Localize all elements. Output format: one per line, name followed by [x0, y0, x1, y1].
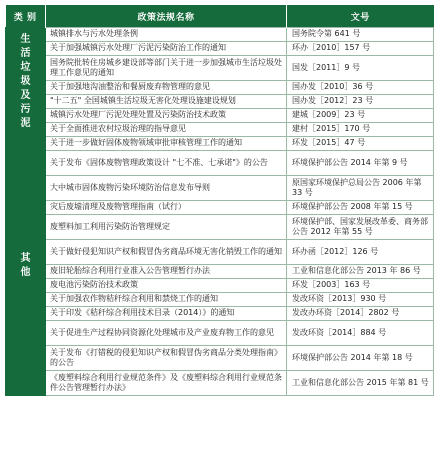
policy-name: 关于促进生产过程协同资源化处理城市及产业废弃物工作的意见: [46, 321, 287, 346]
policy-name: 国务院批转住房城乡建设部等部门关于进一步加强城市生活垃圾处理工作意见的通知: [46, 56, 287, 81]
table-row: [6, 151, 434, 176]
policy-name: 废电池污染防治技术政策: [46, 279, 287, 293]
doc-number: 发改环资［2014］884 号: [287, 321, 434, 346]
policy-name: 关于全面推进农村垃圾治理的指导意见: [46, 123, 287, 137]
policy-name: 关于加强城镇污水处理厂污泥污染防治工作的通知: [46, 42, 287, 56]
policy-name: 关于发布《打错税的侵犯知识产权和假冒伪劣商品分类处理指南》的公告: [46, 346, 287, 371]
doc-number: 国办发［2010］36 号: [287, 81, 434, 95]
doc-number: 环发［2003］163 号: [287, 279, 434, 293]
table-row: [6, 109, 434, 123]
table-row: [6, 240, 434, 265]
table-row: [6, 137, 434, 151]
category-cell-other: [6, 137, 46, 396]
policy-name: 《废塑料综合利用行业规范条件》及《废塑料综合利用行业规范条件公告管理暂行办法》: [46, 371, 287, 396]
policy-name: 城镇污水处理厂污泥处理处置及污染防治技术政策: [46, 109, 287, 123]
doc-number: 工业和信息化部公告 2015 年第 81 号: [287, 371, 434, 396]
doc-number: 环办［2010］157 号: [287, 42, 434, 56]
table-row: [6, 346, 434, 371]
table-row: [6, 123, 434, 137]
table-row: [6, 176, 434, 201]
doc-number: 环境保护部公告 2008 年第 15 号: [287, 201, 434, 215]
doc-number: 国发［2011］9 号: [287, 56, 434, 81]
table-row: [6, 321, 434, 346]
policy-name: 关于加强地沟油整治和餐厨废弃物管理的意见: [46, 81, 287, 95]
category-cell-domestic-waste: [6, 28, 46, 137]
table-row: [6, 28, 434, 42]
table-row: [6, 215, 434, 240]
doc-number: 国务院令第 641 号: [287, 28, 434, 42]
policy-name: 关于加强农作物秸秆综合利用和禁烧工作的通知: [46, 293, 287, 307]
doc-number: 环发［2015］47 号: [287, 137, 434, 151]
category-label: 其他: [20, 253, 31, 278]
category-label: 生活垃圾及污泥: [20, 34, 31, 129]
table-row: [6, 201, 434, 215]
doc-number: 建村［2015］170 号: [287, 123, 434, 137]
policy-table: [5, 5, 434, 396]
column-header-category: 类 别: [6, 5, 46, 28]
doc-number: 工业和信息化部公告 2013 年 86 号: [287, 265, 434, 279]
doc-number: 国办发［2012］23 号: [287, 95, 434, 109]
policy-name: 废旧轮胎综合利用行业准入公告管理暂行办法: [46, 265, 287, 279]
table-row: [6, 293, 434, 307]
policy-name: 关于进一步做好固体废物领域审批审核管理工作的通知: [46, 137, 287, 151]
policy-name: 关于印发《秸秆综合利用技术目录（2014）》的通知: [46, 307, 287, 321]
policy-name: 大中城市固体废物污染环境防治信息发布导则: [46, 176, 287, 201]
table-row: [6, 95, 434, 109]
doc-number: 环境保护部公告 2014 年第 9 号: [287, 151, 434, 176]
table-row: [6, 265, 434, 279]
policy-name: "十二五" 全国城镇生活垃圾无害化处理设施建设规划: [46, 95, 287, 109]
doc-number: 环境保护部、国家发展改革委、商务部公告 2012 年第 55 号: [287, 215, 434, 240]
doc-number: 环办函［2012］126 号: [287, 240, 434, 265]
policy-name: 废塑料加工利用污染防治管理规定: [46, 215, 287, 240]
policy-name: 城镇排水与污水处理条例: [46, 28, 287, 42]
doc-number: 发改环资［2013］930 号: [287, 293, 434, 307]
policy-name: 关于发布《固体废物管理政策设计 "七不准、七承诺"》的公告: [46, 151, 287, 176]
doc-number: 发改办环资［2014］2802 号: [287, 307, 434, 321]
doc-number: 建城［2009］23 号: [287, 109, 434, 123]
policy-name: 关于做好侵犯知识产权和假冒伪劣商品环境无害化销毁工作的通知: [46, 240, 287, 265]
column-header-policy: 政策法规名称: [46, 5, 287, 28]
table-row: [6, 371, 434, 396]
table-header: [6, 5, 434, 28]
table-row: [6, 307, 434, 321]
table-row: [6, 42, 434, 56]
column-header-doc-number: 文号: [287, 5, 434, 28]
table-row: [6, 56, 434, 81]
policy-name: 灾后废墟清理及废物管理指南（试行）: [46, 201, 287, 215]
doc-number: 原国家环境保护总局公告 2006 年第 33 号: [287, 176, 434, 201]
table-row: [6, 81, 434, 95]
doc-number: 环境保护部公告 2014 年第 18 号: [287, 346, 434, 371]
table-row: [6, 279, 434, 293]
